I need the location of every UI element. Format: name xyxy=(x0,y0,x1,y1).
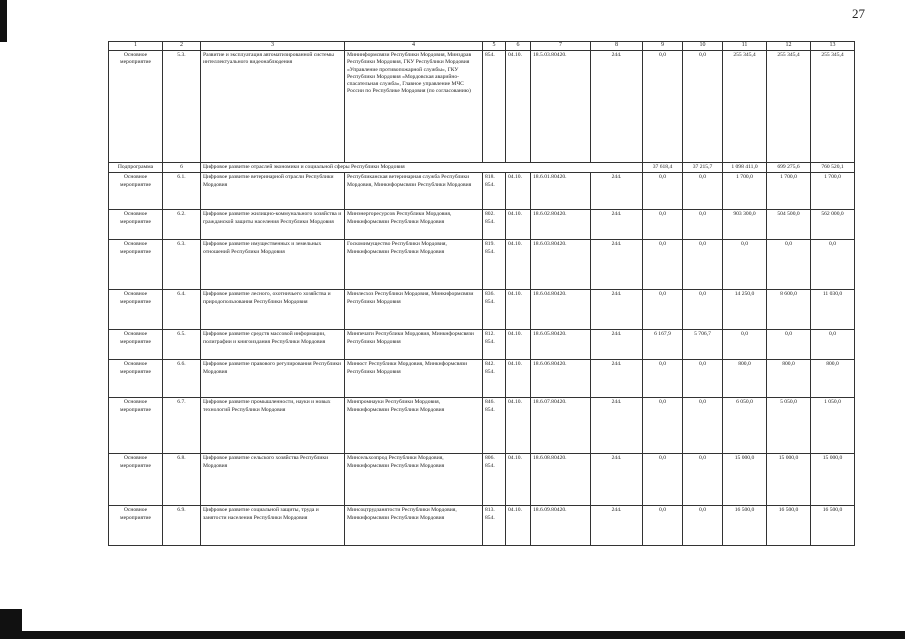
cell-c12: 1 700,0 xyxy=(767,173,811,210)
cell-c12: 5 050,0 xyxy=(767,398,811,454)
table-row xyxy=(109,360,855,398)
cell-c13: 1 700,0 xyxy=(811,173,855,210)
activity-name: Цифровое развитие имущественных и земельных отношений Республики Мордовия xyxy=(201,240,345,290)
cell-c7: 18.6.07.80420. xyxy=(531,398,591,454)
scan-edge-mark xyxy=(0,631,905,639)
activity-name: Цифровое развитие правового регулирования Республики Мордовия xyxy=(201,360,345,398)
cell-c11: 903 300,0 xyxy=(723,210,767,240)
cell-c7: 18.6.08.80420. xyxy=(531,454,591,506)
cell-c13: 11 030,0 xyxy=(811,290,855,330)
column-header: 11 xyxy=(723,42,767,51)
cell-c12: 8 600,0 xyxy=(767,290,811,330)
cell-c7: 18.6.01.80420. xyxy=(531,173,591,210)
cell-c5: 818. 854. xyxy=(483,173,506,210)
cell-c8: 244. xyxy=(591,173,643,210)
cell-c10: 0,0 xyxy=(683,454,723,506)
cell-c7: 18.6.05.80420. xyxy=(531,330,591,360)
activity-number: 6.1. xyxy=(163,173,201,210)
cell-c11: 0,0 xyxy=(723,330,767,360)
activity-name: Цифровое развитие средств массовой информации, полиграфии и книгоиздания Республики Мордовия xyxy=(201,330,345,360)
cell-c6: 04.10. xyxy=(506,290,531,330)
activity-number: 6.9. xyxy=(163,506,201,546)
cell-c13: 16 500,0 xyxy=(811,506,855,546)
activity-executor: Минюст Республики Мордовия, Минкнформсвязи Республики Мордовия xyxy=(345,360,483,398)
subprogram-row xyxy=(109,163,855,173)
cell-c10: 0,0 xyxy=(683,240,723,290)
cell-c8: 244. xyxy=(591,51,643,163)
cell-c10: 0,0 xyxy=(683,360,723,398)
column-header: 9 xyxy=(643,42,683,51)
cell-c13: 562 000,0 xyxy=(811,210,855,240)
activity-name: Цифровое развитие сельского хозяйства Республики Мордовия xyxy=(201,454,345,506)
cell-c7: 18.6.02.80420. xyxy=(531,210,591,240)
cell-c6: 04.10. xyxy=(506,210,531,240)
table-row xyxy=(109,290,855,330)
cell-c9: 0,0 xyxy=(643,51,683,163)
activity-executor: Минпечати Республики Мордовия, Минкнформсвязи Республики Мордовия xyxy=(345,330,483,360)
activity-executor: Госкомимущество Республики Мордовия, Минкнформсвязи Республики Мордовия xyxy=(345,240,483,290)
cell-c5: 842. 854. xyxy=(483,360,506,398)
activity-executor: Мининформсвязи Республики Мордовия, Минздрав Республики Мордовия, ГКУ Республики Мордовия «Управление противопожарной службы», ГКУ Республики Мордовия «Мордовская аварийно-спасательная служба», Главное управление МЧС России по Республике Мордовия (по согласованию) xyxy=(345,51,483,163)
scan-edge-mark xyxy=(0,0,7,42)
cell-c10: 0,0 xyxy=(683,51,723,163)
cell-c11: 255 345,4 xyxy=(723,51,767,163)
cell-c9: 0,0 xyxy=(643,173,683,210)
cell-c13: 800,0 xyxy=(811,360,855,398)
subprogram-c11: 1 098 411,0 xyxy=(723,163,767,173)
activity-executor: Минлесхоз Республики Мордовия, Минкнформсвязи Республики Мордовия xyxy=(345,290,483,330)
cell-c11: 0,0 xyxy=(723,240,767,290)
table-row xyxy=(109,506,855,546)
subprogram-type: Подпрограмма xyxy=(109,163,163,173)
cell-c5: 806. 854. xyxy=(483,454,506,506)
cell-c9: 0,0 xyxy=(643,360,683,398)
cell-c9: 0,0 xyxy=(643,240,683,290)
activity-name: Развитие и эксплуатация автоматизированной системы интеллектуального видеонаблюдения xyxy=(201,51,345,163)
cell-c9: 0,0 xyxy=(643,506,683,546)
table-row xyxy=(109,398,855,454)
activity-type: Основное мероприятие xyxy=(109,290,163,330)
cell-c6: 04.10. xyxy=(506,51,531,163)
column-header: 10 xyxy=(683,42,723,51)
column-header: 1 xyxy=(109,42,163,51)
cell-c11: 800,0 xyxy=(723,360,767,398)
subprogram-c9: 37 618,4 xyxy=(643,163,683,173)
subprogram-c12: 699 275,6 xyxy=(767,163,811,173)
activity-number: 5.3. xyxy=(163,51,201,163)
activity-executor: Минэнергоресурсов Республики Мордовия, Минкнформсвязи Республики Мордовия xyxy=(345,210,483,240)
activity-number: 6.4. xyxy=(163,290,201,330)
column-header: 2 xyxy=(163,42,201,51)
cell-c8: 244. xyxy=(591,240,643,290)
activity-type: Основное мероприятие xyxy=(109,330,163,360)
cell-c11: 6 050,0 xyxy=(723,398,767,454)
cell-c6: 04.10. xyxy=(506,173,531,210)
cell-c11: 15 000,0 xyxy=(723,454,767,506)
column-header: 12 xyxy=(767,42,811,51)
cell-c5: 836. 854. xyxy=(483,290,506,330)
activity-number: 6.3. xyxy=(163,240,201,290)
activity-name: Цифровое развитие ветеринарной отрасли Республики Мордовия xyxy=(201,173,345,210)
cell-c12: 504 500,0 xyxy=(767,210,811,240)
cell-c11: 1 700,0 xyxy=(723,173,767,210)
cell-c12: 800,0 xyxy=(767,360,811,398)
cell-c8: 244. xyxy=(591,330,643,360)
activity-number: 6.6. xyxy=(163,360,201,398)
activity-type: Основное мероприятие xyxy=(109,360,163,398)
cell-c9: 0,0 xyxy=(643,454,683,506)
cell-c11: 14 250,0 xyxy=(723,290,767,330)
column-header: 7 xyxy=(531,42,591,51)
cell-c6: 04.10. xyxy=(506,454,531,506)
cell-c8: 244. xyxy=(591,290,643,330)
cell-c9: 0,0 xyxy=(643,290,683,330)
activity-type: Основное мероприятие xyxy=(109,506,163,546)
activity-name: Цифровое развитие лесного, охотничьего хозяйства и природопользования Республики Мордовия xyxy=(201,290,345,330)
cell-c6: 04.10. xyxy=(506,330,531,360)
table-row xyxy=(109,210,855,240)
activity-executor: Республиканская ветеринарная служба Республики Мордовия, Минкнформсвязи Республики Мордовия xyxy=(345,173,483,210)
activity-type: Основное мероприятие xyxy=(109,173,163,210)
table-row-5-3 xyxy=(109,51,855,163)
subprogram-c10: 37 215,7 xyxy=(683,163,723,173)
subprogram-name: Цифровое развитие отраслей экономики и социальной сферы Республики Мордовия xyxy=(201,163,643,173)
scan-edge-mark xyxy=(0,609,22,639)
table-row xyxy=(109,330,855,360)
cell-c10: 0,0 xyxy=(683,173,723,210)
cell-c10: 0,0 xyxy=(683,290,723,330)
activity-type: Основное мероприятие xyxy=(109,51,163,163)
cell-c13: 0,0 xyxy=(811,330,855,360)
cell-c12: 0,0 xyxy=(767,330,811,360)
cell-c5: 819. 854. xyxy=(483,240,506,290)
table-row xyxy=(109,173,855,210)
column-header: 6 xyxy=(506,42,531,51)
cell-c5: 846. 854. xyxy=(483,398,506,454)
cell-c8: 244. xyxy=(591,454,643,506)
cell-c9: 0,0 xyxy=(643,398,683,454)
cell-c5: 802. 854. xyxy=(483,210,506,240)
cell-c12: 16 500,0 xyxy=(767,506,811,546)
cell-c10: 5 706,7 xyxy=(683,330,723,360)
cell-c5: 813. 854. xyxy=(483,506,506,546)
cell-c11: 16 500,0 xyxy=(723,506,767,546)
cell-c7: 18.6.06.80420. xyxy=(531,360,591,398)
cell-c5: 854. xyxy=(483,51,506,163)
column-number-row xyxy=(109,42,855,51)
column-header: 5 xyxy=(483,42,506,51)
activity-number: 6.7. xyxy=(163,398,201,454)
cell-c8: 244. xyxy=(591,360,643,398)
cell-c12: 15 000,0 xyxy=(767,454,811,506)
cell-c7: 18.6.04.80420. xyxy=(531,290,591,330)
cell-c6: 04.10. xyxy=(506,360,531,398)
column-header: 3 xyxy=(201,42,345,51)
cell-c7: 18.6.03.80420. xyxy=(531,240,591,290)
activity-name: Цифровое развитие жилищно-коммунального хозяйства и гражданской защиты населения Республики Мордовия xyxy=(201,210,345,240)
cell-c10: 0,0 xyxy=(683,210,723,240)
page-number: 27 xyxy=(852,6,865,21)
column-header: 8 xyxy=(591,42,643,51)
cell-c12: 0,0 xyxy=(767,240,811,290)
activity-type: Основное мероприятие xyxy=(109,210,163,240)
cell-c8: 244. xyxy=(591,398,643,454)
activity-number: 6.2. xyxy=(163,210,201,240)
cell-c7: 18.5.03.80420. xyxy=(531,51,591,163)
cell-c13: 255 345,4 xyxy=(811,51,855,163)
table-row xyxy=(109,454,855,506)
subprogram-number: 6 xyxy=(163,163,201,173)
activity-number: 6.5. xyxy=(163,330,201,360)
cell-c6: 04.10. xyxy=(506,240,531,290)
cell-c5: 812. 854. xyxy=(483,330,506,360)
activity-executor: Минсельхозпрод Республики Мордовия, Минкнформсвязи Республики Мордовия xyxy=(345,454,483,506)
cell-c13: 1 050,0 xyxy=(811,398,855,454)
cell-c8: 244. xyxy=(591,506,643,546)
cell-c13: 0,0 xyxy=(811,240,855,290)
activity-type: Основное мероприятие xyxy=(109,240,163,290)
column-header: 4 xyxy=(345,42,483,51)
cell-c6: 04.10. xyxy=(506,506,531,546)
cell-c13: 15 000,0 xyxy=(811,454,855,506)
table-row xyxy=(109,240,855,290)
activity-executor: Минсоцтрудзанятости Республики Мордовия, Минкнформсвязи Республики Мордовия xyxy=(345,506,483,546)
cell-c7: 18.6.09.80420. xyxy=(531,506,591,546)
activity-type: Основное мероприятие xyxy=(109,398,163,454)
activity-executor: Минпромнауки Республики Мордовия, Минкнформсвязи Республики Мордовия xyxy=(345,398,483,454)
activity-number: 6.8. xyxy=(163,454,201,506)
cell-c8: 244. xyxy=(591,210,643,240)
cell-c10: 0,0 xyxy=(683,506,723,546)
activity-name: Цифровое развитие социальной защиты, труда и занятости населения Республики Мордовия xyxy=(201,506,345,546)
cell-c10: 0,0 xyxy=(683,398,723,454)
subprogram-c13: 760 520,1 xyxy=(811,163,855,173)
cell-c12: 255 345,4 xyxy=(767,51,811,163)
column-header: 13 xyxy=(811,42,855,51)
activity-type: Основное мероприятие xyxy=(109,454,163,506)
cell-c6: 04.10. xyxy=(506,398,531,454)
budget-table xyxy=(108,41,855,546)
cell-c9: 6 167,9 xyxy=(643,330,683,360)
activity-name: Цифровое развитие промышленности, науки и новых технологий Республики Мордовия xyxy=(201,398,345,454)
cell-c9: 0,0 xyxy=(643,210,683,240)
